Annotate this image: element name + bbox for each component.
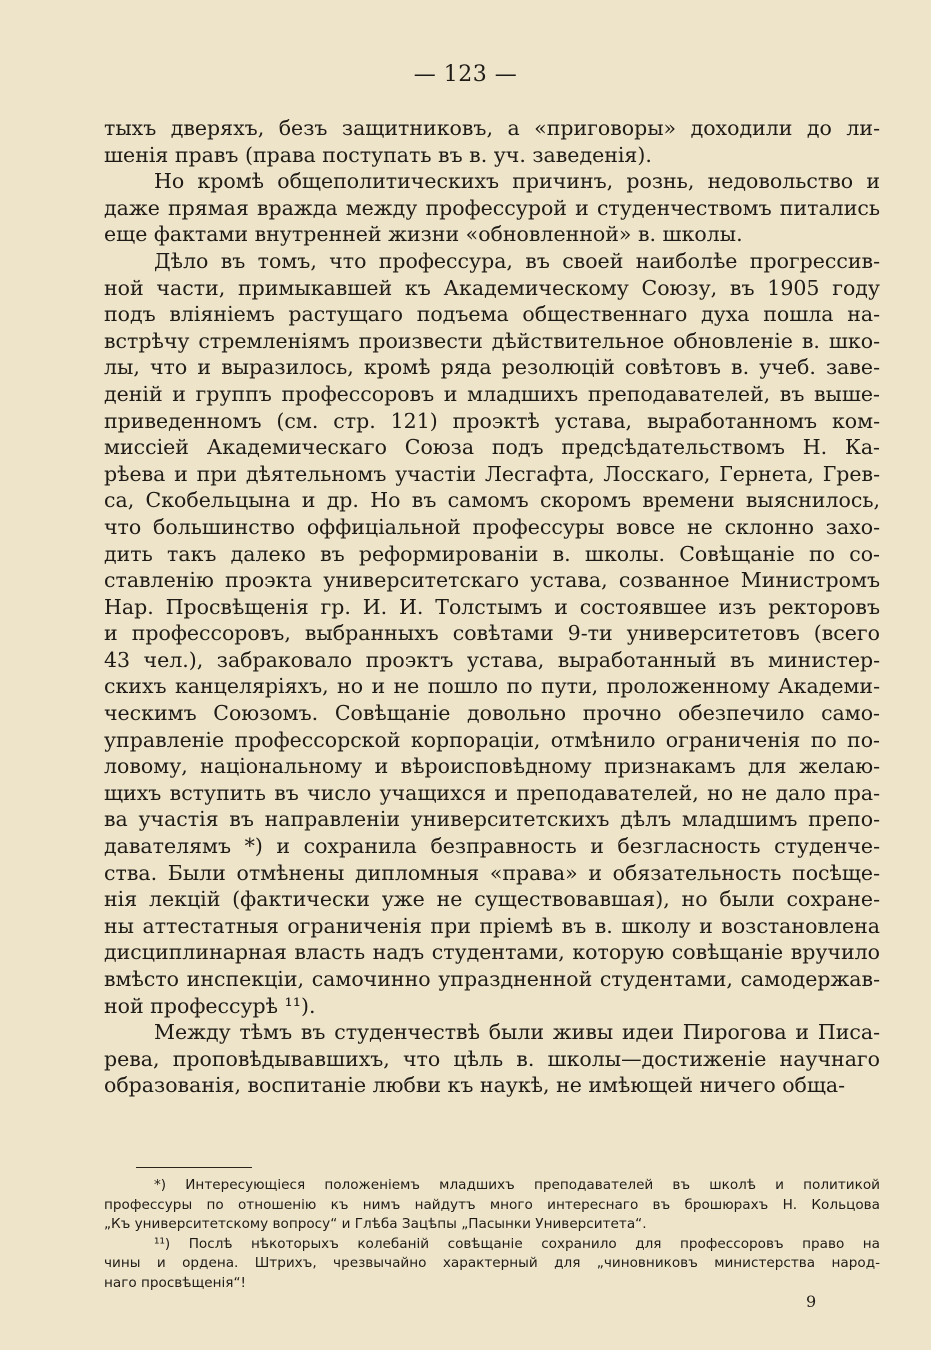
footnote-line: „Къ университетскому вопросу“ и Глѣба Зацѣпы „Пасынки Университета“.	[104, 1216, 647, 1232]
footnotes	[104, 1176, 880, 1293]
text-line: нія лекцій (фактически уже не существовавшая), но были сохране-	[104, 887, 880, 912]
text-line: рѣева и при дѣятельномъ участіи Лесгафта, Лосскаго, Гернета, Грев-	[104, 461, 880, 486]
text-line: ческимъ Союзомъ. Совѣщаніе довольно прочно обезпечило само-	[104, 701, 880, 726]
text-line: Между тѣмъ въ студенчествѣ были живы идеи Пирогова и Писа-	[154, 1020, 880, 1045]
text-line: лы, что и выразилось, кромѣ ряда резолюцій совѣтовъ в. учеб. заве-	[104, 355, 880, 380]
text-line: подъ вліяніемъ растущаго подъема общественнаго духа пошла на-	[104, 302, 880, 327]
text-line: ства. Были отмѣнены дипломныя «права» и обязательность посѣще-	[104, 860, 880, 885]
text-line: управленіе профессорской корпораціи, отмѣнило ограниченія по по-	[104, 727, 880, 752]
footnote-line: чины и ордена. Штрихъ, чрезвычайно характерный для „чиновниковъ министерства народ-	[104, 1255, 880, 1271]
text-line: дисциплинарная власть надъ студентами, которую совѣщаніе вручило	[104, 940, 880, 965]
footnote-line: профессуры по отношенію къ нимъ найдутъ много интереснаго въ брошюрахъ Н. Кольцова	[104, 1196, 880, 1213]
text-line: 43 чел.), забраковало проэктъ устава, выработанный въ министер-	[104, 647, 880, 672]
text-line: Но кромѣ общеполитическихъ причинъ, рознь, недовольство и	[154, 169, 880, 194]
text-line: еще фактами внутренней жизни «обновленной» в. школы.	[104, 222, 743, 247]
text-line: ва участія въ направленіи университетскихъ дѣлъ младшимъ препо-	[104, 807, 880, 832]
text-line: ставленію проэкта университетскаго устава, созванное Министромъ	[104, 568, 880, 593]
text-line: дить такъ далеко въ реформированіи в. школы. Совѣщаніе по со-	[104, 541, 880, 566]
main-text	[104, 115, 880, 1099]
text-line: ной профессурѣ ¹¹).	[104, 993, 316, 1018]
text-line: тыхъ дверяхъ, безъ защитниковъ, а «приговоры» доходили до ли-	[104, 116, 880, 140]
text-line: ловому, національному и вѣроисповѣдному признакамъ для желаю-	[104, 754, 880, 779]
text-line: ной части, примыкавшей къ Академическому Союзу, въ 1905 году	[104, 275, 880, 300]
text-line: рева, проповѣдывавшихъ, что цѣль в. школы—достиженіе научнаго	[104, 1046, 880, 1071]
text-line: са, Скобельцына и др. Но въ самомъ скоромъ времени выяснилось,	[104, 488, 880, 513]
text-line: ны аттестатныя ограниченія при пріемѣ въ в. школу и возстановлена	[104, 913, 880, 938]
text-line: встрѣчу стремленіямъ произвести дѣйствительное обновленіе в. шко-	[104, 328, 880, 353]
text-line: щихъ вступить въ число учащихся и преподавателей, но не дало пра-	[104, 780, 880, 805]
text-line: Дѣло въ томъ, что профессура, въ своей наиболѣе прогрессив-	[154, 248, 880, 273]
text-line: образованія, воспитаніе любви къ наукѣ, не имѣющей ничего обща-	[104, 1073, 846, 1098]
footnote-line: наго просвѣщенія“!	[104, 1274, 246, 1291]
footnote-line: *) Интересующіеся положеніемъ младшихъ преподавателей въ школѣ и политикой	[154, 1177, 880, 1193]
text-line: вмѣсто инспекціи, самочинно упраздненной студентами, самодержав-	[104, 967, 880, 991]
text-line: даже прямая вражда между профессурой и студенчествомъ питались	[104, 195, 880, 220]
page-number-header: — 123 —	[413, 62, 518, 87]
text-line: миссіей Академическаго Союза подъ предсѣдательствомъ Н. Ка-	[104, 435, 880, 460]
signature-mark: 9	[806, 1292, 817, 1311]
text-line: приведенномъ (см. стр. 121) проэктѣ устава, выработанномъ ком-	[104, 408, 880, 433]
footnote-line: ¹¹) Послѣ нѣкоторыхъ колебаній совѣщаніе сохранило для профессоровъ право на	[154, 1235, 880, 1252]
text-line: и профессоровъ, выбранныхъ совѣтами 9-ти университетовъ (всего	[104, 621, 880, 646]
footnote-divider	[136, 1167, 252, 1168]
text-line: Нар. Просвѣщенія гр. И. И. Толстымъ и состоявшее изъ ректоровъ	[104, 594, 880, 619]
text-line: шенія правъ (права поступать въ в. уч. заведенія).	[104, 142, 652, 167]
text-line: давателямъ *) и сохранила безправность и безгласность студенче-	[104, 834, 880, 859]
text-line: деній и группъ профессоровъ и младшихъ преподавателей, въ выше-	[104, 381, 880, 406]
text-line: что большинство оффиціальной профессуры вовсе не склонно захо-	[104, 514, 880, 539]
text-line: скихъ канцеляріяхъ, но и не пошло по пути, проложенному Академи-	[104, 674, 880, 699]
